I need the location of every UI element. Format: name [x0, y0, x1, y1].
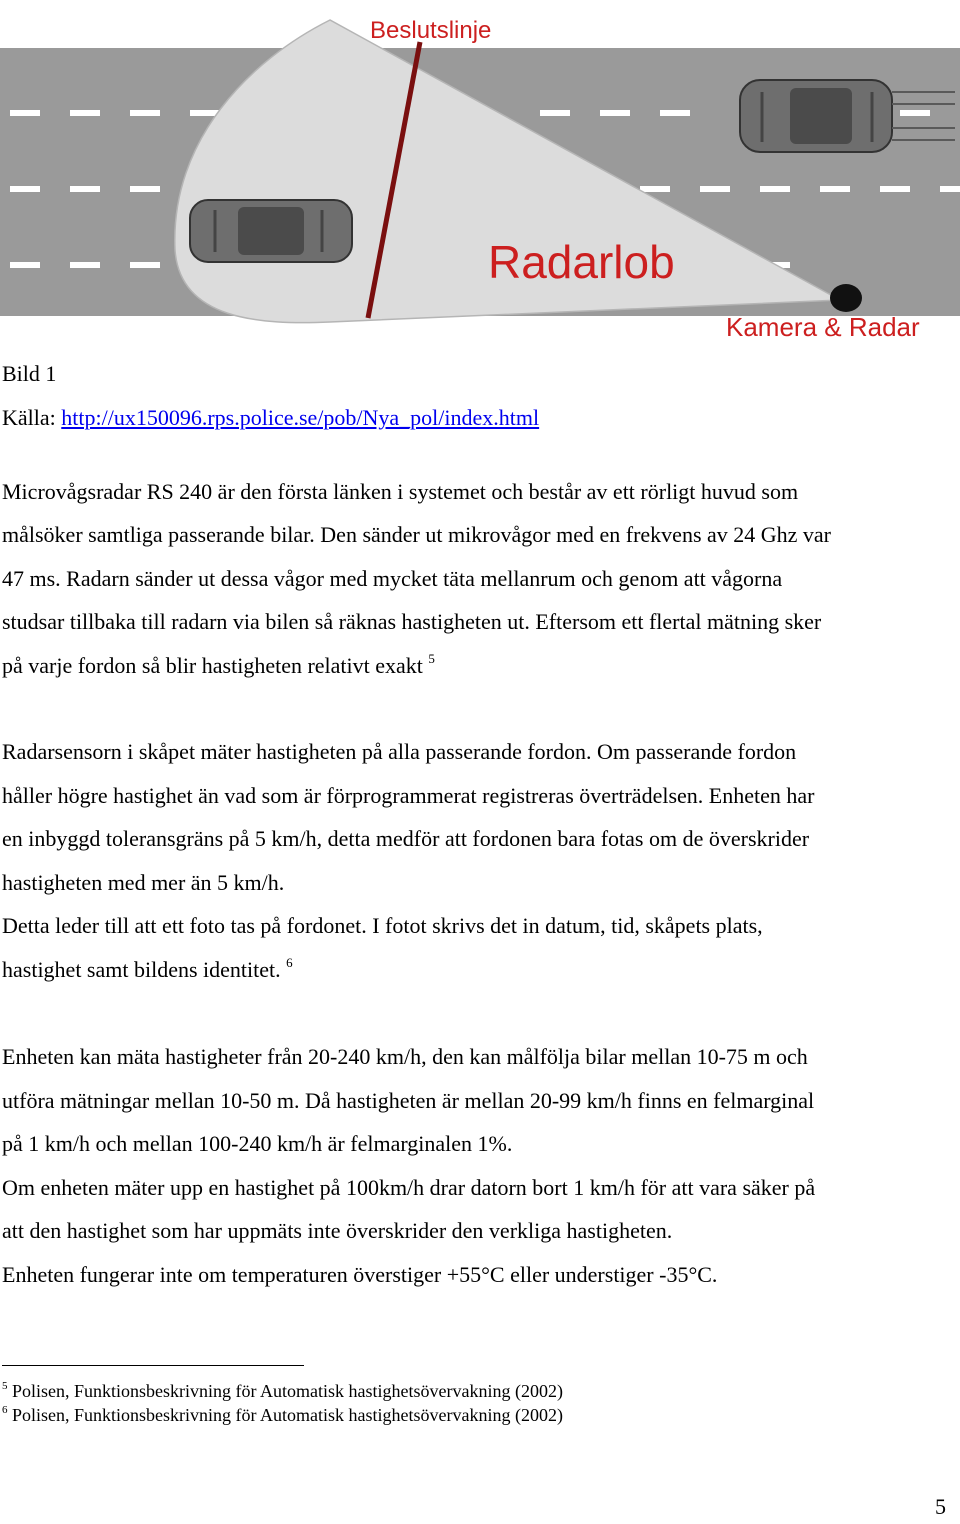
paragraph-line: på 1 km/h och mellan 100-240 km/h är felmarginalen 1%. — [2, 1131, 513, 1156]
paragraph-line: Radarsensorn i skåpet mäter hastigheten på alla passerande fordon. Om passerande fordon — [2, 739, 797, 764]
paragraph-text: hastighet samt bildens identitet. — [2, 957, 281, 982]
footnote-number: 5 — [2, 1380, 8, 1392]
paragraph-line: studsar tillbaka till radarn via bilen så räknas hastigheten ut. Eftersom ett flertal mätning sker — [2, 609, 822, 634]
source-link[interactable]: http://ux150096.rps.police.se/pob/Nya_pol/index.html — [61, 405, 540, 430]
paragraph-line: Detta leder till att ett foto tas på fordonet. I fotot skrivs det in datum, tid, skåpets plats, — [2, 913, 763, 938]
footnote-number: 6 — [2, 1404, 8, 1416]
camera-radar-label: Kamera & Radar — [726, 312, 920, 342]
paragraph-line: Om enheten mäter upp en hastighet på 100km/h drar datorn bort 1 km/h för att vara säker på — [2, 1175, 816, 1200]
radar-illustration — [0, 0, 960, 345]
paragraph-line: Enheten fungerar inte om temperaturen överstiger +55°C eller understiger -35°C. — [2, 1262, 718, 1287]
paragraph-line: utföra mätningar mellan 10-50 m. Då hastigheten är mellan 20-99 km/h finns en felmarginal — [2, 1088, 815, 1113]
paragraph-line: Microvågsradar RS 240 är den första länken i systemet och består av ett rörligt huvud som — [2, 479, 799, 504]
paragraph-line: målsöker samtliga passerande bilar. Den sänder ut mikrovågor med en frekvens av 24 Ghz var — [2, 522, 832, 547]
car-right — [740, 80, 892, 152]
footnote-separator — [2, 1365, 304, 1366]
paragraph-line: en inbyggd toleransgräns på 5 km/h, detta medför att fordonen bara fotas om de överskrider — [2, 826, 810, 851]
source-label: Källa: — [2, 405, 56, 430]
paragraph-line: 47 ms. Radarn sänder ut dessa vågor med mycket täta mellanrum och genom att vågorna — [2, 566, 783, 591]
paragraph-line: håller högre hastighet än vad som är förprogrammerat registreras överträdelsen. Enheten har — [2, 783, 815, 808]
footnote-text: Polisen, Funktionsbeskrivning för Automatisk hastighetsövervakning (2002) — [12, 1405, 563, 1425]
paragraph-text: på varje fordon så blir hastigheten relativt exakt — [2, 653, 423, 678]
car-left — [190, 200, 352, 262]
radar-lobe-label: Radarlob — [488, 236, 675, 288]
paragraph-line — [2, 653, 435, 679]
figure-title: Bild 1 — [2, 361, 57, 386]
page-number: 5 — [935, 1494, 946, 1519]
source-line — [2, 405, 539, 431]
paragraph-line: Enheten kan mäta hastigheter från 20-240 km/h, den kan målfölja bilar mellan 10-75 m och — [2, 1044, 808, 1069]
footnote-ref[interactable]: 5 — [428, 651, 435, 666]
footnote-6 — [2, 1405, 563, 1425]
footnote-text: Polisen, Funktionsbeskrivning för Automatisk hastighetsövervakning (2002) — [12, 1381, 563, 1401]
decision-line-label: Beslutslinje — [370, 17, 492, 44]
paragraph-line: att den hastighet som har uppmäts inte överskrider den verkliga hastigheten. — [2, 1218, 673, 1243]
footnote-5 — [2, 1381, 563, 1401]
camera-radar-unit — [830, 284, 862, 312]
paragraph-line — [2, 957, 293, 983]
paragraph-line: hastigheten med mer än 5 km/h. — [2, 870, 285, 895]
footnote-ref[interactable]: 6 — [286, 955, 293, 970]
